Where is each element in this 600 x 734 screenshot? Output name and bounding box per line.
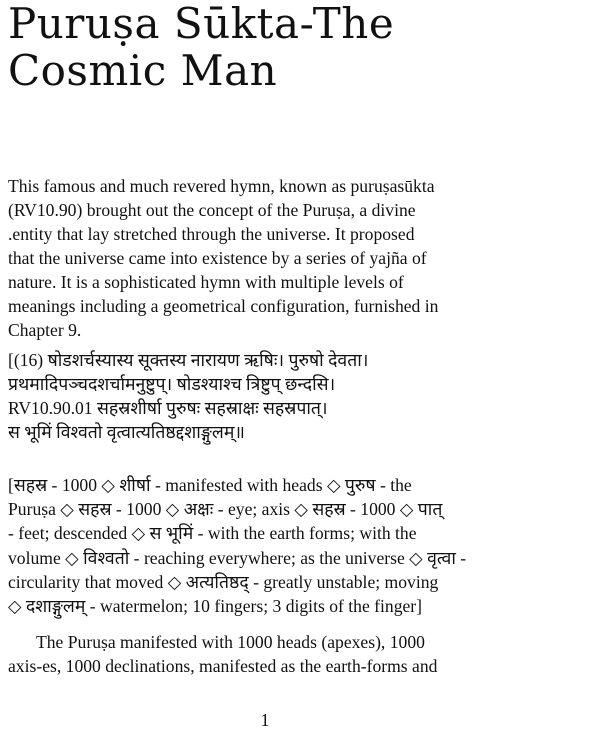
verse-line: स भूमिं विश्वतो वृत्वात्यतिष्ठद्दशाङ्गुलम्॥ [8,422,245,442]
intro-line: (RV10.90) brought out the concept of the Puruṣa, a divine [8,200,416,220]
intro-line: This famous and much revered hymn, known as puruṣasūkta [8,176,435,196]
sanskrit-verse-block [8,348,588,444]
gloss-line: Puruṣa ◇ सहस्र - 1000 ◇ अक्षः - eye; axis ◇ सहस्र - 1000 ◇ पात् [8,499,443,520]
gloss-line: ◇ दशाङ्गुलम् - watermelon; 10 fingers; 3 digits of the finger] [8,596,423,617]
closing-line: axis-es, 1000 declinations, manifested as the earth-forms and [8,656,438,676]
chapter-title-line-2: Cosmic Man [8,46,278,95]
chapter-title-line-1: Puruṣa Sūkta-The [8,0,395,48]
page-number: 1 [260,710,270,730]
intro-line: Chapter 9. [8,320,82,340]
verse-line: RV10.90.01 सहस्रशीर्षा पुरुषः सहस्राक्षः सहस्रपात्। [8,398,328,418]
verse-line: [(16) षोडशर्चस्यास्य सूक्तस्य नारायण ऋषिः। पुरुषो देवता। [8,350,369,370]
gloss-line: circularity that moved ◇ अत्यतिष्ठद् - greatly unstable; moving [8,571,439,592]
gloss-line: - feet; descended ◇ स भूमिं - with the earth forms; with the [8,523,417,544]
gloss-line: volume ◇ विश्वतो - reaching everywhere; as the universe ◇ वृत्वा - [8,547,467,568]
closing-line: The Puruṣa manifested with 1000 heads (apexes), 1000 [36,632,425,652]
intro-line: nature. It is a sophisticated hymn with multiple levels of [8,272,404,292]
intro-paragraph [8,174,588,342]
intro-line: .entity that lay stretched through the universe. It proposed [8,224,415,244]
intro-line: that the universe came into existence by a series of yajña of [8,248,427,268]
gloss-line: [सहस्र - 1000 ◇ शीर्षा - manifested with heads ◇ पुरुष - the [8,475,412,495]
verse-line: प्रथमादिपञ्चदशर्चामनुष्टुप्। षोडश्याश्च त्रिष्टुप् छन्दसि। [8,374,336,394]
closing-paragraph [8,630,588,678]
word-gloss-block [8,473,588,618]
intro-line: meanings including a geometrical configuration, furnished in [8,296,439,316]
chapter-title [8,0,568,94]
